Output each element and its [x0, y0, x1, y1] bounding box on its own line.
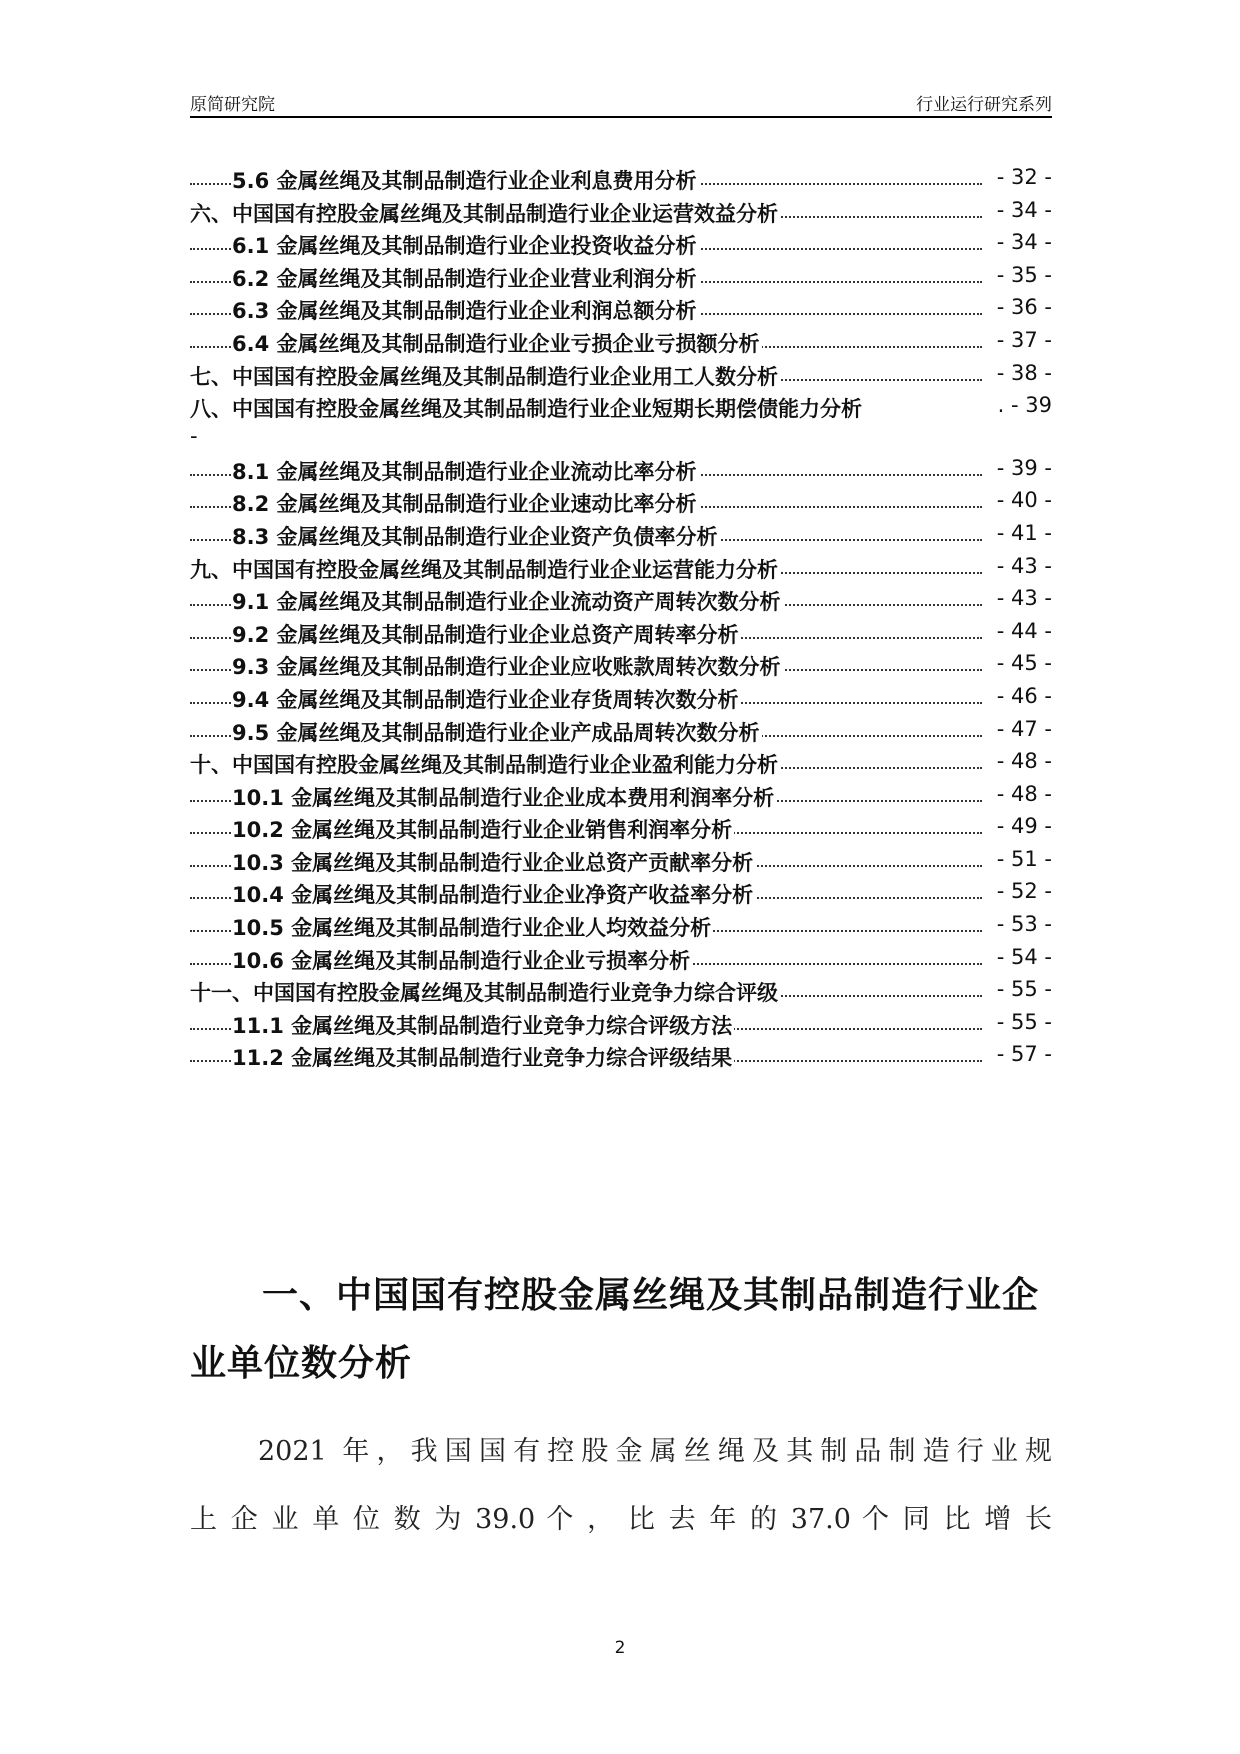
toc-entry-title: 六、中国国有控股金属丝绳及其制品制造行业企业运营效益分析 — [190, 198, 780, 228]
toc-entry[interactable] — [190, 486, 1052, 519]
toc-entry-page: - 48 - — [996, 749, 1052, 774]
toc-entry-page: - 43 - — [996, 586, 1052, 611]
toc-entry[interactable] — [190, 845, 1052, 878]
toc-entry-page: - 52 - — [996, 879, 1052, 904]
toc-entry-title: 9.4 金属丝绳及其制品制造行业企业存货周转次数分析 — [232, 684, 741, 714]
toc-entry-page: - 48 - — [996, 781, 1052, 806]
toc-entry-title: 八、中国国有控股金属丝绳及其制品制造行业企业短期长期偿债能力分析 — [190, 393, 864, 423]
toc-entry-title: 9.3 金属丝绳及其制品制造行业企业应收账款周转次数分析 — [232, 651, 783, 681]
toc-entry-page: - 49 - — [996, 814, 1052, 839]
toc-entry-page: - 36 - — [996, 295, 1052, 320]
toc-entry[interactable] — [190, 584, 1052, 617]
toc-entry-page: - 43 - — [996, 553, 1052, 578]
toc-entry-page: - 46 - — [996, 683, 1052, 708]
toc-entry-page: - 45 - — [996, 651, 1052, 676]
toc-entry-page: - 37 - — [996, 327, 1052, 352]
toc-entry[interactable] — [190, 293, 1052, 326]
toc-entry[interactable] — [190, 780, 1052, 813]
toc-entry[interactable] — [190, 261, 1052, 294]
toc-entry[interactable] — [190, 454, 1052, 487]
page-header — [190, 86, 1052, 118]
toc-entry[interactable] — [190, 747, 1052, 780]
toc-entry-wrap-text: - — [190, 423, 198, 448]
toc-entry-title: 6.1 金属丝绳及其制品制造行业企业投资收益分析 — [232, 230, 699, 260]
toc-entry[interactable] — [190, 682, 1052, 715]
toc-entry[interactable] — [190, 649, 1052, 682]
toc-entry-title: 5.6 金属丝绳及其制品制造行业企业利息费用分析 — [232, 165, 699, 195]
toc-entry[interactable] — [190, 196, 1052, 229]
toc-entry-title: 七、中国国有控股金属丝绳及其制品制造行业企业用工人数分析 — [190, 361, 780, 391]
toc-entry-title: 10.2 金属丝绳及其制品制造行业企业销售利润率分析 — [232, 814, 734, 844]
toc-entry[interactable] — [190, 326, 1052, 359]
toc-entry[interactable] — [190, 877, 1052, 910]
toc-entry-title: 6.3 金属丝绳及其制品制造行业企业利润总额分析 — [232, 295, 699, 325]
toc-entry-title: 十一、中国国有控股金属丝绳及其制品制造行业竞争力综合评级 — [190, 977, 780, 1007]
toc-entry-page: - 40 - — [996, 488, 1052, 513]
toc-entry-page: - 47 - — [996, 716, 1052, 741]
body-paragraph-line-1: 2021 年，我国国有控股金属丝绳及其制品制造行业规 — [258, 1436, 1052, 1467]
toc-entry-title: 10.3 金属丝绳及其制品制造行业企业总资产贡献率分析 — [232, 847, 755, 877]
table-of-contents — [190, 163, 1052, 1073]
toc-entry-title: 8.2 金属丝绳及其制品制造行业企业速动比率分析 — [232, 488, 699, 518]
toc-entry[interactable] — [190, 617, 1052, 650]
toc-entry-page: - 39 - — [996, 455, 1052, 480]
toc-entry-title: 11.1 金属丝绳及其制品制造行业竞争力综合评级方法 — [232, 1010, 734, 1040]
toc-entry-title: 九、中国国有控股金属丝绳及其制品制造行业企业运营能力分析 — [190, 554, 780, 584]
toc-entry-title: 8.1 金属丝绳及其制品制造行业企业流动比率分析 — [232, 456, 699, 486]
toc-entry-page: - 32 - — [996, 165, 1052, 189]
toc-entry[interactable] — [190, 910, 1052, 943]
toc-entry[interactable] — [190, 1008, 1052, 1041]
toc-entry-page: . - 39 — [997, 393, 1052, 418]
toc-entry-page: - 34 - — [996, 230, 1052, 255]
toc-entry[interactable] — [190, 975, 1052, 1008]
toc-entry[interactable] — [190, 519, 1052, 552]
toc-entry[interactable] — [190, 228, 1052, 261]
toc-entry-page: - 54 - — [996, 944, 1052, 969]
toc-entry[interactable] — [190, 943, 1052, 976]
toc-entry-page: - 44 - — [996, 618, 1052, 643]
toc-entry-page: - 51 - — [996, 846, 1052, 871]
toc-entry-title: 10.6 金属丝绳及其制品制造行业企业亏损率分析 — [232, 945, 692, 975]
toc-entry-title: 9.1 金属丝绳及其制品制造行业企业流动资产周转次数分析 — [232, 586, 783, 616]
toc-entry-page: - 34 - — [996, 197, 1052, 222]
header-org: 原简研究院 — [190, 95, 275, 115]
page-number: 2 — [614, 1638, 626, 1658]
toc-entry-title: 10.1 金属丝绳及其制品制造行业企业成本费用利润率分析 — [232, 782, 776, 812]
toc-entry-title: 6.2 金属丝绳及其制品制造行业企业营业利润分析 — [232, 263, 699, 293]
toc-entry-page: - 41 - — [996, 520, 1052, 545]
body-paragraph-line-2: 上 企 业 单 位 数 为 39.0 个 ， 比 去 年 的 37.0 个 同 比 增 长 — [190, 1504, 1052, 1535]
toc-entry-page: - 57 - — [996, 1042, 1052, 1067]
toc-entry-page: - 38 - — [996, 360, 1052, 385]
toc-entry-title: 10.4 金属丝绳及其制品制造行业企业净资产收益率分析 — [232, 879, 755, 909]
section-heading: 一、中国国有控股金属丝绳及其制品制造行业企业单位数分析 — [190, 1275, 1040, 1384]
toc-entry-title: 11.2 金属丝绳及其制品制造行业竞争力综合评级结果 — [232, 1042, 734, 1072]
toc-entry-page: - 53 - — [996, 912, 1052, 937]
toc-entry[interactable] — [190, 1040, 1052, 1073]
header-series: 行业运行研究系列 — [916, 95, 1052, 115]
toc-entry-title: 9.2 金属丝绳及其制品制造行业企业总资产周转率分析 — [232, 619, 741, 649]
toc-entry-page: - 55 - — [996, 977, 1052, 1002]
toc-entry[interactable] — [190, 715, 1052, 748]
toc-entry-title: 9.5 金属丝绳及其制品制造行业企业产成品周转次数分析 — [232, 717, 762, 747]
toc-entry-page: - 55 - — [996, 1009, 1052, 1034]
toc-entry[interactable] — [190, 552, 1052, 585]
toc-entry-title: 10.5 金属丝绳及其制品制造行业企业人均效益分析 — [232, 912, 713, 942]
toc-entry[interactable] — [190, 812, 1052, 845]
toc-entry[interactable] — [190, 163, 1052, 196]
toc-entry-title: 8.3 金属丝绳及其制品制造行业企业资产负债率分析 — [232, 521, 720, 551]
toc-entry-title: 十、中国国有控股金属丝绳及其制品制造行业企业盈利能力分析 — [190, 749, 780, 779]
toc-entry-wrap — [190, 424, 1052, 454]
toc-entry-page: - 35 - — [996, 262, 1052, 287]
toc-entry-title: 6.4 金属丝绳及其制品制造行业企业亏损企业亏损额分析 — [232, 328, 762, 358]
toc-entry[interactable] — [190, 391, 1052, 424]
toc-entry[interactable] — [190, 359, 1052, 392]
